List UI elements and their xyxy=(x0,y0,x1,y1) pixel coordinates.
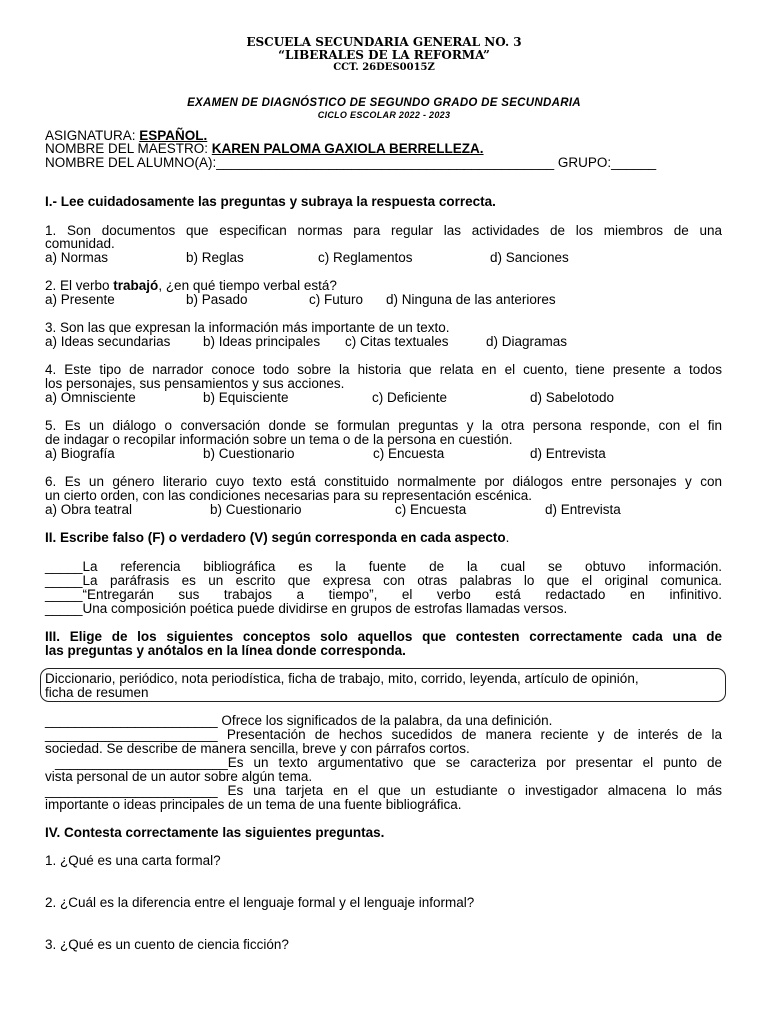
q1-option-d: d) Sanciones xyxy=(490,250,569,265)
tf-item-3: _____“Entregarán sus trabajos a tiempo”, el verbo está redactado en infinitivo. xyxy=(45,587,722,602)
q2-option-b: b) Pasado xyxy=(186,292,248,307)
q6-option-b: b) Cuestionario xyxy=(210,502,302,517)
exam-title: EXAMEN DE DIAGNÓSTICO DE SEGUNDO GRADO DE SECUNDARIA xyxy=(187,97,581,109)
q3-option-b: b) Ideas principales xyxy=(203,334,321,349)
definition-1: _______________________ Ofrece los significados de la palabra, da una definición. xyxy=(45,713,553,728)
section2-title-end: . xyxy=(505,530,510,545)
q5-text-cont: de indagar o recopilar información sobre un tema o de la persona en cuestión. xyxy=(45,432,513,447)
q4-option-d: d) Sabelotodo xyxy=(530,390,615,405)
q3-text: 3. Son las que expresan la información más importante de un texto. xyxy=(45,320,450,335)
student-name-line: NOMBRE DEL ALUMNO(A):_____________________________________________ GRUPO:______ xyxy=(45,155,657,170)
teacher-value: KAREN PALOMA GAXIOLA BERRELLEZA. xyxy=(211,141,484,156)
section2-title xyxy=(45,530,509,545)
section4-title: IV. Contesta correctamente las siguientes preguntas. xyxy=(45,825,385,840)
q2-option-c: c) Futuro xyxy=(309,292,364,307)
school-name: ESCUELA SECUNDARIA GENERAL NO. 3 xyxy=(246,35,522,49)
q5-option-b: b) Cuestionario xyxy=(203,446,295,461)
teacher-line xyxy=(45,141,484,156)
open-question-3: 3. ¿Qué es un cuento de ciencia ficción? xyxy=(45,937,289,952)
q1-option-c: c) Reglamentos xyxy=(318,250,413,265)
subject-label: ASIGNATURA: xyxy=(45,128,140,143)
q3-option-d: d) Diagramas xyxy=(486,334,568,349)
school-cct: CCT. 26DES0015Z xyxy=(333,62,435,73)
section1-title: I.- Lee cuidadosamente las preguntas y subraya la respuesta correcta. xyxy=(45,194,496,209)
section2-title-text: II. Escribe falso (F) o verdadero (V) según corresponda en cada aspecto xyxy=(45,530,506,545)
school-year: CICLO ESCOLAR 2022 - 2023 xyxy=(317,110,451,120)
school-motto: “LIBERALES DE LA REFORMA” xyxy=(278,48,490,62)
tf-item-2: _____La paráfrasis es un escrito que expresa con otras palabras lo que el original comunica. xyxy=(45,573,722,588)
q4-text: 4. Este tipo de narrador conoce todo sobre la historia que relata en el cuento, tiene presente a todos xyxy=(45,362,722,377)
q6-text-cont: un cierto orden, con las condiciones necesarias para su representación escénica. xyxy=(45,488,533,503)
section3-title: III. Elige de los siguientes conceptos solo aquellos que contesten correctamente cada una de xyxy=(45,629,722,644)
q6-text: 6. Es un género literario cuyo texto está constituido normalmente por diálogos entre personajes y con xyxy=(45,474,722,489)
q5-option-a: a) Biografía xyxy=(45,446,115,461)
q2-text-post: , ¿en qué tiempo verbal está? xyxy=(158,278,337,293)
q2-text-pre: 2. El verbo xyxy=(45,278,114,293)
q1-option-b: b) Reglas xyxy=(186,250,244,265)
q6-option-a: a) Obra teatral xyxy=(45,502,133,517)
subject-value: ESPAÑOL. xyxy=(139,128,208,143)
q4-option-b: b) Equisciente xyxy=(203,390,289,405)
q6-option-c: c) Encuesta xyxy=(395,502,467,517)
open-question-2: 2. ¿Cuál es la diferencia entre el lenguaje formal y el lenguaje informal? xyxy=(45,895,475,910)
definition-2: _______________________ Presentación de hechos sucedidos de manera reciente y de interés de la xyxy=(45,727,722,742)
q3-option-a: a) Ideas secundarias xyxy=(45,334,171,349)
q6-option-d: d) Entrevista xyxy=(545,502,621,517)
q1-text: 1. Son documentos que especifican normas para regular las actividades de los miembros de una xyxy=(45,223,722,238)
q5-option-c: c) Encuesta xyxy=(373,446,445,461)
definition-3: _______________________Es un texto argumentativo que se caracteriza por presentar el punto de xyxy=(45,755,722,770)
q5-text: 5. Es un diálogo o conversación donde se formulan preguntas y la otra persona responde, con el fin xyxy=(45,418,722,433)
definition-4: _______________________ Es una tarjeta en el que un estudiante o investigador almacena lo más xyxy=(45,783,722,798)
open-question-1: 1. ¿Qué es una carta formal? xyxy=(45,853,221,868)
q4-text-cont: los personajes, sus pensamientos y sus acciones. xyxy=(45,376,345,391)
tf-item-1: _____La referencia bibliográfica es la fuente de la cual se obtuvo información. xyxy=(45,559,722,574)
definition-4-cont: importante o ideas principales de un tema de una fuente bibliográfica. xyxy=(45,797,462,812)
q3-option-c: c) Citas textuales xyxy=(345,334,449,349)
q5-option-d: d) Entrevista xyxy=(530,446,606,461)
concepts-list: Diccionario, periódico, nota periodística, ficha de trabajo, mito, corrido, leyenda, artículo de opinión, xyxy=(45,671,639,686)
q2-text-bold: trabajó xyxy=(113,278,159,293)
section3-title-cont: las preguntas y anótalos en la línea donde corresponda. xyxy=(45,643,406,658)
concepts-list-cont: ficha de resumen xyxy=(45,685,149,700)
q4-option-c: c) Deficiente xyxy=(372,390,448,405)
q1-option-a: a) Normas xyxy=(45,250,109,265)
definition-3-cont: vista personal de un autor sobre algún tema. xyxy=(45,769,313,784)
teacher-label: NOMBRE DEL MAESTRO: xyxy=(45,141,212,156)
q2-option-a: a) Presente xyxy=(45,292,115,307)
q2-option-d: d) Ninguna de las anteriores xyxy=(386,292,556,307)
q4-option-a: a) Omnisciente xyxy=(45,390,136,405)
q1-text-cont: comunidad. xyxy=(45,236,115,251)
q2-text xyxy=(45,278,337,293)
tf-item-4: _____Una composición poética puede dividirse en grupos de estrofas llamadas versos. xyxy=(45,601,568,616)
definition-2-cont: sociedad. Se describe de manera sencilla, breve y con párrafos cortos. xyxy=(45,741,470,756)
